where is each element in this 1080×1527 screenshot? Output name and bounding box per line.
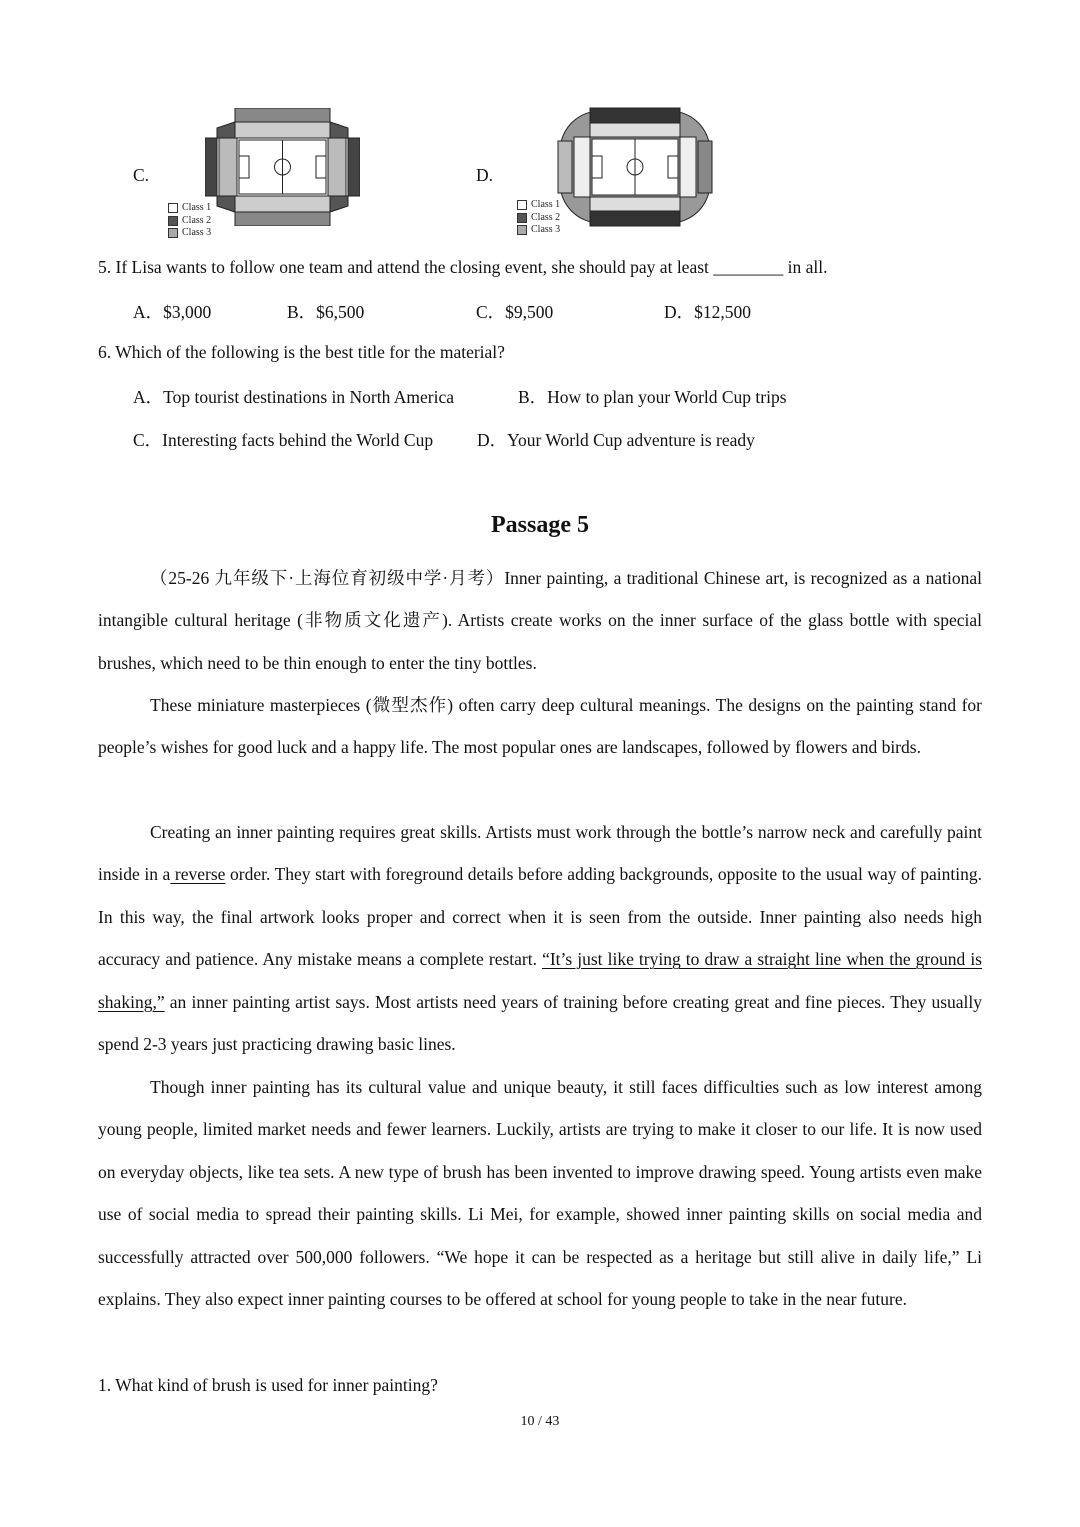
question-text: Which of the following is the best title for the material?	[115, 342, 505, 362]
question-text: What kind of brush is used for inner painting?	[115, 1375, 438, 1395]
figure-d-legend: Class 1 Class 2 Class 3	[517, 199, 560, 237]
underlined-word-reverse: reverse	[170, 864, 226, 885]
question-number: 6.	[98, 342, 112, 362]
passage-paragraph-1: （25-26 九年级下·上海位育初级中学·月考）Inner painting, a traditional Chinese art, is recognized as a national intangible cultural heritage (非物质文化遗产). Artists create works on the inner surface of the glass bottle with special brushes, which need to be thin enough to enter the tiny bottles.	[98, 568, 982, 673]
passage-paragraph-3: Creating an inner painting requires great skills. Artists must work through the bottle’s narrow neck and carefully paint inside in a reverse order. They start with foreground details before adding backgrounds, opposite to the usual way of painting. In this way, the final artwork looks proper and correct when it is seen from the outside. Inner painting also needs high accuracy and patience. Any mistake means a complete restart. “It’s just like trying to draw a straight line when the ground is shaking,” an inner painting artist says. Most artists need years of training before creating great and fine pieces. They usually spend 2-3 years just practicing drawing basic lines.	[98, 822, 982, 1055]
q6-option-b: B．How to plan your World Cup trips	[518, 387, 787, 407]
question-number: 1.	[98, 1375, 112, 1395]
stadium-map-c	[205, 108, 360, 226]
figure-c-legend: Class 1 Class 2 Class 3	[168, 202, 211, 240]
passage-title: Passage 5	[491, 512, 589, 538]
q5-option-c: C．$9,500	[476, 302, 554, 322]
question-6	[98, 342, 505, 363]
figure-d-label: D.	[476, 165, 494, 185]
q5-option-b: B．$6,500	[287, 302, 365, 322]
q6-option-c: C．Interesting facts behind the World Cup	[133, 430, 434, 450]
stadium-map-d	[555, 106, 715, 228]
question-text: If Lisa wants to follow one team and attend the closing event, she should pay at least ________ in all.	[115, 257, 828, 277]
underlined-quote: “It’s just like trying to draw a straight line when the ground is shaking,”	[98, 949, 982, 1012]
q6-option-d: D．Your World Cup adventure is ready	[477, 430, 755, 450]
question-1	[98, 1375, 438, 1396]
figure-c-label: C.	[133, 165, 150, 185]
question-5	[98, 257, 828, 278]
passage-paragraph-2: These miniature masterpieces (微型杰作) often carry deep cultural meanings. The designs on the painting stand for people’s wishes for good luck and a happy life. The most popular ones are landscapes, followed by flowers and birds.	[98, 695, 982, 758]
page-number: 10 / 43	[520, 1414, 560, 1429]
q6-option-a: A．Top tourist destinations in North America	[133, 387, 455, 407]
q5-option-d: D．$12,500	[664, 302, 752, 322]
question-number: 5.	[98, 257, 112, 277]
q5-option-a: A．$3,000	[133, 302, 212, 322]
passage-paragraph-4: Though inner painting has its cultural value and unique beauty, it still faces difficulties such as low interest among young people, limited market needs and fewer learners. Luckily, artists are trying to make it closer to our life. It is now used on everyday objects, like tea sets. A new type of brush has been invented to improve drawing speed. Young artists even make use of social media to spread their painting skills. Li Mei, for example, showed inner painting skills on social media and successfully attracted over 500,000 followers. “We hope it can be respected as a heritage but still alive in daily life,” Li explains. They also expect inner painting courses to be offered at school for young people to take in the near future.	[98, 1077, 982, 1310]
